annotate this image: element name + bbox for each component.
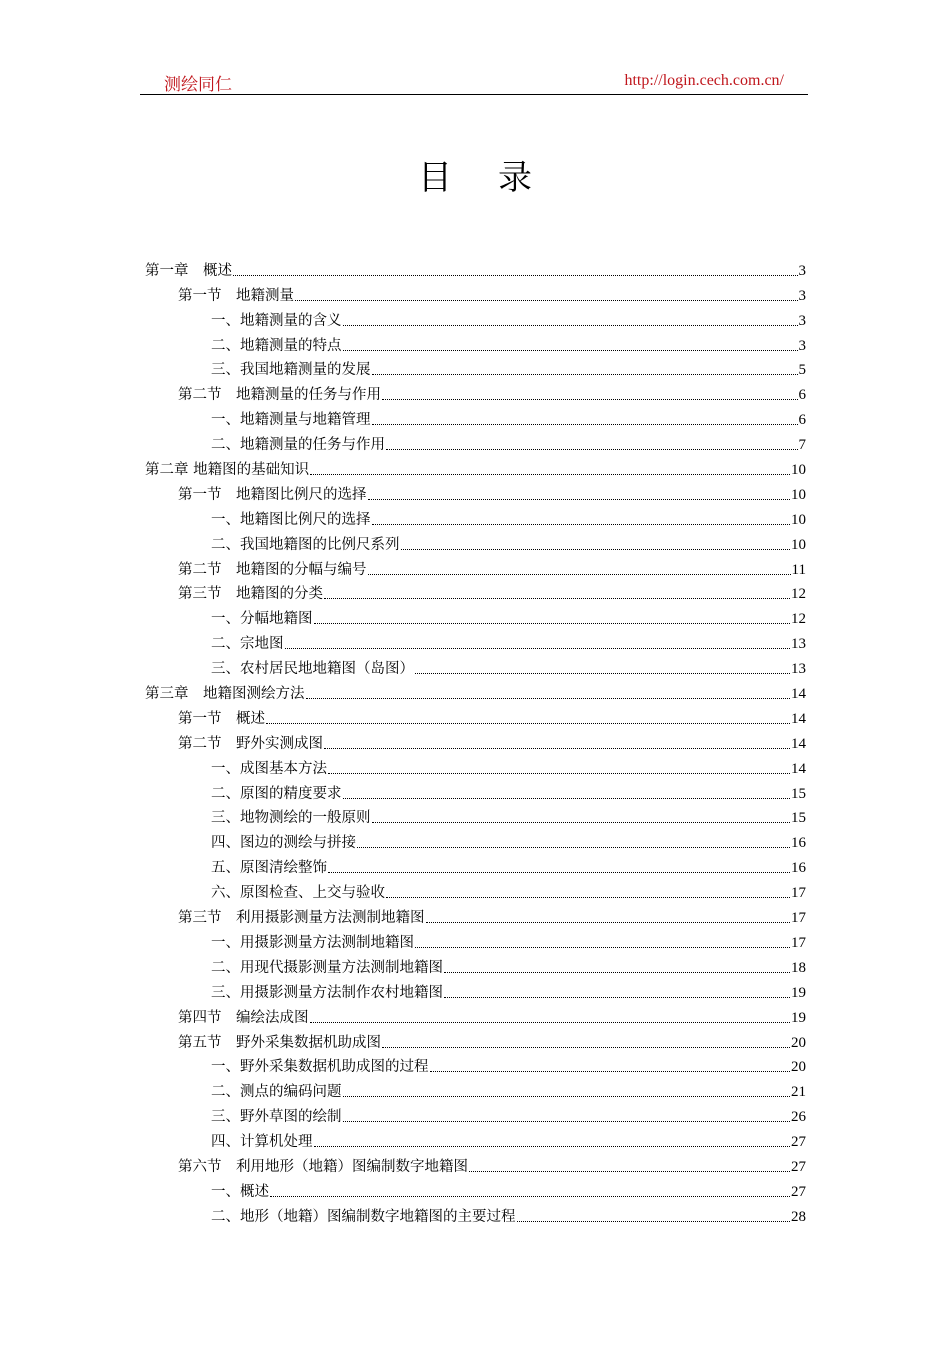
toc-dot-leader xyxy=(368,498,791,500)
toc-entry[interactable] xyxy=(145,330,806,355)
toc-dot-leader xyxy=(401,548,791,550)
toc-entry[interactable] xyxy=(145,1027,806,1052)
toc-entry-label: 二、地籍测量的任务与作用 xyxy=(211,437,385,454)
toc-entry-label: 第二章 地籍图的基础知识 xyxy=(145,462,310,479)
toc-entry-label: 四、计算机处理 xyxy=(211,1134,313,1151)
toc-dot-leader xyxy=(324,597,790,599)
toc-entry[interactable] xyxy=(145,305,806,330)
toc-entry[interactable] xyxy=(145,404,806,429)
toc-entry-label: 第六节 利用地形（地籍）图编制数字地籍图 xyxy=(178,1158,468,1175)
toc-entry-page-number: 19 xyxy=(791,1009,806,1026)
toc-dot-leader xyxy=(306,697,791,699)
toc-entry-page-number: 20 xyxy=(791,1034,806,1051)
toc-entry-label: 一、地籍图比例尺的选择 xyxy=(211,511,371,528)
toc-entry-page-number: 6 xyxy=(798,412,806,429)
toc-entry[interactable] xyxy=(145,778,806,803)
toc-entry-label: 一、概述 xyxy=(211,1183,269,1200)
toc-dot-leader xyxy=(310,1021,791,1023)
toc-dot-leader xyxy=(328,772,790,774)
toc-dot-leader xyxy=(372,523,791,525)
toc-entry-page-number: 3 xyxy=(798,262,806,279)
toc-entry[interactable] xyxy=(145,1126,806,1151)
toc-entry-label: 第五节 野外采集数据机助成图 xyxy=(178,1034,381,1051)
toc-entry[interactable] xyxy=(145,628,806,653)
toc-dot-leader xyxy=(444,971,790,973)
toc-entry-page-number: 17 xyxy=(791,885,806,902)
toc-dot-leader xyxy=(295,299,798,301)
toc-entry-page-number: 14 xyxy=(791,686,806,703)
toc-dot-leader xyxy=(469,1170,790,1172)
toc-dot-leader xyxy=(382,398,798,400)
toc-entry-page-number: 21 xyxy=(791,1084,806,1101)
toc-entry-label: 第一章 概述 xyxy=(145,262,232,279)
toc-dot-leader xyxy=(426,921,791,923)
toc-entry[interactable] xyxy=(145,529,806,554)
toc-entry[interactable] xyxy=(145,280,806,305)
toc-dot-leader xyxy=(357,846,790,848)
toc-dot-leader xyxy=(343,1120,791,1122)
toc-entry[interactable] xyxy=(145,1002,806,1027)
toc-entry-page-number: 27 xyxy=(791,1158,806,1175)
toc-entry-page-number: 19 xyxy=(791,984,806,1001)
toc-dot-leader xyxy=(372,423,798,425)
toc-dot-leader xyxy=(270,1195,790,1197)
toc-dot-leader xyxy=(372,821,791,823)
toc-entry-page-number: 3 xyxy=(798,287,806,304)
toc-dot-leader xyxy=(415,946,790,948)
toc-dot-leader xyxy=(343,1095,791,1097)
toc-entry-label: 二、我国地籍图的比例尺系列 xyxy=(211,536,400,553)
toc-entry[interactable] xyxy=(145,554,806,579)
toc-entry-page-number: 3 xyxy=(798,337,806,354)
toc-entry-page-number: 28 xyxy=(791,1208,806,1225)
toc-entry-label: 一、用摄影测量方法测制地籍图 xyxy=(211,934,414,951)
toc-entry-label: 五、原图清绘整饰 xyxy=(211,860,327,877)
site-name: 测绘同仁 xyxy=(164,75,232,95)
toc-dot-leader xyxy=(343,797,791,799)
toc-entry-page-number: 12 xyxy=(791,586,806,603)
toc-entry-page-number: 18 xyxy=(791,959,806,976)
toc-entry-page-number: 5 xyxy=(798,362,806,379)
toc-entry-label: 四、图边的测绘与拼接 xyxy=(211,835,356,852)
toc-entry[interactable] xyxy=(145,703,806,728)
toc-dot-leader xyxy=(386,448,798,450)
toc-entry-label: 三、地物测绘的一般原则 xyxy=(211,810,371,827)
toc-entry[interactable] xyxy=(145,678,806,703)
toc-entry-label: 第二节 地籍测量的任务与作用 xyxy=(178,387,381,404)
page-title: 目录 xyxy=(418,158,578,198)
toc-entry[interactable] xyxy=(145,1052,806,1077)
toc-entry[interactable] xyxy=(145,504,806,529)
toc-entry[interactable] xyxy=(145,1101,806,1126)
table-of-contents xyxy=(145,255,806,1226)
toc-entry-page-number: 14 xyxy=(791,735,806,752)
toc-entry-label: 第一节 地籍测量 xyxy=(178,287,294,304)
toc-dot-leader xyxy=(233,274,798,276)
toc-entry-label: 一、成图基本方法 xyxy=(211,760,327,777)
toc-entry-label: 第三节 利用摄影测量方法测制地籍图 xyxy=(178,910,425,927)
toc-dot-leader xyxy=(266,722,790,724)
toc-entry[interactable] xyxy=(145,977,806,1002)
toc-entry[interactable] xyxy=(145,379,806,404)
toc-entry-page-number: 10 xyxy=(791,536,806,553)
toc-entry-label: 六、原图检查、上交与验收 xyxy=(211,885,385,902)
toc-entry-label: 第三章 地籍图测绘方法 xyxy=(145,686,305,703)
toc-entry-page-number: 14 xyxy=(791,710,806,727)
toc-entry[interactable] xyxy=(145,429,806,454)
toc-entry-label: 一、地籍测量与地籍管理 xyxy=(211,412,371,429)
toc-entry-page-number: 10 xyxy=(791,511,806,528)
toc-entry-label: 第一节 概述 xyxy=(178,710,265,727)
toc-entry-page-number: 10 xyxy=(791,462,806,479)
toc-entry-label: 第一节 地籍图比例尺的选择 xyxy=(178,486,367,503)
toc-entry-page-number: 27 xyxy=(791,1183,806,1200)
toc-entry-label: 一、地籍测量的含义 xyxy=(211,312,342,329)
toc-entry[interactable] xyxy=(145,1201,806,1226)
toc-dot-leader xyxy=(430,1070,791,1072)
toc-entry-label: 二、原图的精度要求 xyxy=(211,785,342,802)
toc-entry[interactable] xyxy=(145,579,806,604)
toc-entry[interactable] xyxy=(145,1076,806,1101)
toc-dot-leader xyxy=(372,373,798,375)
toc-entry-label: 三、农村居民地地籍图（岛图） xyxy=(211,661,414,678)
toc-entry-page-number: 26 xyxy=(791,1109,806,1126)
page-header xyxy=(140,68,808,95)
toc-dot-leader xyxy=(285,647,791,649)
toc-dot-leader xyxy=(382,1046,790,1048)
toc-entry-page-number: 15 xyxy=(791,785,806,802)
toc-entry[interactable] xyxy=(145,454,806,479)
toc-dot-leader xyxy=(324,747,790,749)
toc-entry[interactable] xyxy=(145,1151,806,1176)
toc-dot-leader xyxy=(517,1220,791,1222)
toc-entry-label: 三、我国地籍测量的发展 xyxy=(211,362,371,379)
toc-entry-label: 二、地形（地籍）图编制数字地籍图的主要过程 xyxy=(211,1208,516,1225)
toc-dot-leader xyxy=(314,622,791,624)
toc-entry-page-number: 7 xyxy=(798,437,806,454)
toc-entry-page-number: 12 xyxy=(791,611,806,628)
toc-dot-leader xyxy=(386,896,790,898)
toc-dot-leader xyxy=(314,1145,791,1147)
toc-entry-label: 一、野外采集数据机助成图的过程 xyxy=(211,1059,429,1076)
toc-entry[interactable] xyxy=(145,603,806,628)
toc-dot-leader xyxy=(310,473,790,475)
toc-dot-leader xyxy=(415,672,790,674)
site-url-link[interactable]: http://login.cech.com.cn/ xyxy=(624,72,784,89)
toc-entry-page-number: 16 xyxy=(791,860,806,877)
toc-entry-page-number: 10 xyxy=(791,486,806,503)
toc-entry-page-number: 16 xyxy=(791,835,806,852)
toc-dot-leader xyxy=(328,871,790,873)
toc-entry-page-number: 20 xyxy=(791,1059,806,1076)
toc-entry-label: 三、野外草图的绘制 xyxy=(211,1109,342,1126)
toc-entry-page-number: 3 xyxy=(798,312,806,329)
toc-entry-page-number: 13 xyxy=(791,661,806,678)
toc-entry-label: 第二节 野外实测成图 xyxy=(178,735,323,752)
toc-entry[interactable] xyxy=(145,728,806,753)
toc-entry-page-number: 11 xyxy=(791,561,806,578)
toc-entry-label: 二、宗地图 xyxy=(211,636,284,653)
toc-dot-leader xyxy=(343,349,798,351)
toc-dot-leader xyxy=(368,573,791,575)
toc-entry[interactable] xyxy=(145,653,806,678)
toc-entry-label: 三、用摄影测量方法制作农村地籍图 xyxy=(211,984,443,1001)
toc-entry[interactable] xyxy=(145,877,806,902)
toc-entry-label: 第二节 地籍图的分幅与编号 xyxy=(178,561,367,578)
toc-entry-label: 二、用现代摄影测量方法测制地籍图 xyxy=(211,959,443,976)
toc-entry[interactable] xyxy=(145,952,806,977)
toc-entry[interactable] xyxy=(145,827,806,852)
toc-entry[interactable] xyxy=(145,902,806,927)
toc-entry[interactable] xyxy=(145,355,806,380)
toc-entry-label: 第三节 地籍图的分类 xyxy=(178,586,323,603)
toc-entry-page-number: 14 xyxy=(791,760,806,777)
toc-entry[interactable] xyxy=(145,927,806,952)
toc-entry[interactable] xyxy=(145,803,806,828)
toc-dot-leader xyxy=(343,324,798,326)
toc-entry[interactable] xyxy=(145,479,806,504)
toc-entry-page-number: 15 xyxy=(791,810,806,827)
toc-entry-page-number: 17 xyxy=(791,910,806,927)
toc-entry-page-number: 6 xyxy=(798,387,806,404)
toc-dot-leader xyxy=(444,996,790,998)
toc-entry[interactable] xyxy=(145,1176,806,1201)
toc-entry-page-number: 13 xyxy=(791,636,806,653)
toc-entry-label: 二、地籍测量的特点 xyxy=(211,337,342,354)
toc-entry-label: 一、分幅地籍图 xyxy=(211,611,313,628)
toc-entry[interactable] xyxy=(145,753,806,778)
toc-entry-label: 第四节 编绘法成图 xyxy=(178,1009,309,1026)
toc-entry[interactable] xyxy=(145,255,806,280)
toc-entry-page-number: 17 xyxy=(791,934,806,951)
toc-entry-page-number: 27 xyxy=(791,1134,806,1151)
toc-entry[interactable] xyxy=(145,852,806,877)
toc-entry-label: 二、测点的编码问题 xyxy=(211,1084,342,1101)
